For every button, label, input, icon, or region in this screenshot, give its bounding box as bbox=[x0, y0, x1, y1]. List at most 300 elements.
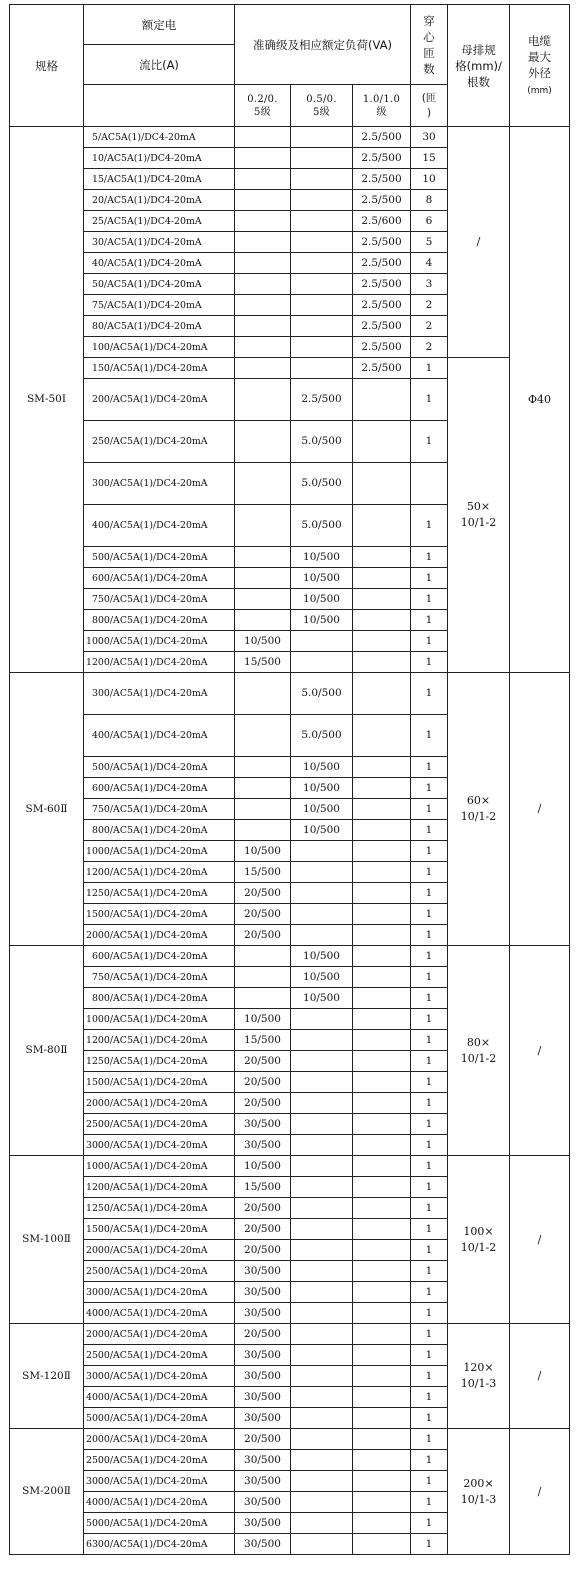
header-cable-line: (mm) bbox=[527, 85, 552, 96]
header-busbar-line: 格(mm)/ bbox=[455, 58, 502, 73]
current-ratio-cell-text: 300/AC5A(1)/DC4-20mA bbox=[92, 478, 208, 489]
turns-cell-text: 1 bbox=[425, 1369, 433, 1382]
current-ratio-cell bbox=[84, 505, 235, 547]
busbar-line: 10/1-2 bbox=[460, 516, 497, 529]
current-ratio-cell bbox=[84, 1093, 235, 1114]
current-ratio-cell bbox=[84, 883, 235, 904]
header-turns-line: 穿 bbox=[423, 13, 435, 28]
current-ratio-cell-text: 1500/AC5A(1)/DC4-20mA bbox=[86, 908, 208, 920]
load-c02-cell-text: 10/500 bbox=[244, 1159, 281, 1172]
current-ratio-cell-text: 2500/AC5A(1)/DC4-20mA bbox=[86, 1118, 208, 1130]
turns-cell-text: 1 bbox=[425, 1348, 433, 1361]
header-class-10 bbox=[353, 85, 411, 127]
load-c10-cell bbox=[353, 1114, 411, 1135]
load-c02-cell bbox=[235, 1135, 291, 1156]
busbar-line: 50× bbox=[466, 500, 491, 513]
turns-cell-text: 5 bbox=[425, 235, 433, 248]
load-c10-cell-text: 2.5/500 bbox=[361, 361, 402, 374]
load-c05-cell-text: 5.0/500 bbox=[301, 519, 342, 531]
current-ratio-cell-text: 3000/AC5A(1)/DC4-20mA bbox=[86, 1475, 208, 1487]
turns-cell bbox=[411, 757, 448, 778]
load-c10-cell bbox=[353, 547, 411, 568]
current-ratio-cell-text: 30/AC5A(1)/DC4-20mA bbox=[92, 236, 202, 248]
load-c02-cell bbox=[235, 1198, 291, 1219]
load-c05-cell bbox=[291, 211, 353, 232]
header-turns-unit-line: ) bbox=[426, 106, 432, 119]
turns-cell bbox=[411, 1030, 448, 1051]
current-ratio-cell-text: 600/AC5A(1)/DC4-20mA bbox=[92, 572, 208, 584]
current-ratio-cell bbox=[84, 925, 235, 946]
header-class-line: 5级 bbox=[313, 106, 330, 118]
turns-cell bbox=[411, 1450, 448, 1471]
current-ratio-cell-text: 40/AC5A(1)/DC4-20mA bbox=[92, 257, 202, 269]
turns-cell bbox=[411, 967, 448, 988]
model-cell bbox=[10, 673, 84, 946]
spec-table bbox=[9, 4, 570, 1555]
turns-cell bbox=[411, 904, 448, 925]
turns-cell-text: 1 bbox=[425, 1180, 433, 1193]
load-c05-cell bbox=[291, 1324, 353, 1345]
load-c02-cell-text: 30/500 bbox=[244, 1537, 281, 1550]
current-ratio-cell bbox=[84, 295, 235, 316]
header-row-1 bbox=[10, 5, 570, 45]
cable-diameter-cell bbox=[510, 946, 570, 1156]
current-ratio-cell-text: 3000/AC5A(1)/DC4-20mA bbox=[86, 1370, 208, 1382]
load-c10-cell-text: 2.5/600 bbox=[361, 214, 402, 227]
turns-cell bbox=[411, 1261, 448, 1282]
load-c02-cell-text: 20/500 bbox=[244, 928, 281, 941]
turns-cell-text: 1 bbox=[425, 729, 433, 741]
current-ratio-cell-text: 750/AC5A(1)/DC4-20mA bbox=[92, 593, 208, 605]
turns-cell bbox=[411, 631, 448, 652]
load-c10-cell bbox=[353, 1303, 411, 1324]
current-ratio-cell bbox=[84, 610, 235, 631]
turns-cell-text: 1 bbox=[425, 1264, 433, 1277]
load-c02-cell-text: 20/500 bbox=[244, 1222, 281, 1235]
load-c10-cell bbox=[353, 1450, 411, 1471]
current-ratio-cell-text: 600/AC5A(1)/DC4-20mA bbox=[92, 950, 208, 962]
load-c02-cell bbox=[235, 589, 291, 610]
busbar-cell bbox=[448, 1156, 510, 1324]
turns-cell-text: 1 bbox=[425, 655, 433, 668]
busbar-line: 10/1-3 bbox=[460, 1492, 497, 1506]
load-c10-cell-text: 2.5/500 bbox=[361, 298, 402, 311]
turns-cell bbox=[411, 589, 448, 610]
load-c02-cell bbox=[235, 1303, 291, 1324]
load-c10-cell bbox=[353, 1324, 411, 1345]
load-c02-cell-text: 30/500 bbox=[244, 1117, 281, 1130]
turns-cell bbox=[411, 274, 448, 295]
current-ratio-cell-text: 75/AC5A(1)/DC4-20mA bbox=[92, 299, 202, 311]
load-c10-cell bbox=[353, 316, 411, 337]
load-c10-cell bbox=[353, 1513, 411, 1534]
turns-cell bbox=[411, 148, 448, 169]
header-rated-current-1 bbox=[84, 5, 235, 45]
current-ratio-cell bbox=[84, 1429, 235, 1450]
header-turns-unit-line: (匝 bbox=[421, 91, 437, 104]
cable-diameter-cell bbox=[510, 673, 570, 946]
load-c05-cell-text: 5.0/500 bbox=[301, 435, 342, 447]
turns-cell bbox=[411, 1240, 448, 1261]
load-c02-cell bbox=[235, 337, 291, 358]
load-c10-cell bbox=[353, 631, 411, 652]
current-ratio-cell bbox=[84, 379, 235, 421]
turns-cell bbox=[411, 1534, 448, 1555]
load-c02-cell bbox=[235, 1156, 291, 1177]
load-c10-cell bbox=[353, 1030, 411, 1051]
current-ratio-cell bbox=[84, 1534, 235, 1555]
load-c05-cell bbox=[291, 1198, 353, 1219]
table-row bbox=[10, 358, 570, 379]
current-ratio-cell bbox=[84, 967, 235, 988]
current-ratio-cell-text: 5000/AC5A(1)/DC4-20mA bbox=[86, 1412, 208, 1424]
load-c10-cell bbox=[353, 1093, 411, 1114]
header-turns-line: 心 bbox=[423, 29, 435, 44]
current-ratio-cell-text: 1000/AC5A(1)/DC4-20mA bbox=[86, 845, 208, 857]
load-c02-cell bbox=[235, 1261, 291, 1282]
current-ratio-cell bbox=[84, 1177, 235, 1198]
load-c05-cell bbox=[291, 862, 353, 883]
current-ratio-cell bbox=[84, 1408, 235, 1429]
load-c10-cell bbox=[353, 1072, 411, 1093]
load-c02-cell bbox=[235, 1240, 291, 1261]
cable-diameter-cell bbox=[510, 1324, 570, 1429]
load-c05-cell bbox=[291, 379, 353, 421]
load-c05-cell bbox=[291, 316, 353, 337]
load-c05-cell bbox=[291, 1093, 353, 1114]
load-c05-cell bbox=[291, 190, 353, 211]
turns-cell-text: 1 bbox=[425, 571, 433, 584]
current-ratio-cell-text: 150/AC5A(1)/DC4-20mA bbox=[92, 362, 208, 374]
load-c02-cell bbox=[235, 421, 291, 463]
load-c02-cell-text: 15/500 bbox=[244, 655, 281, 668]
turns-cell-text: 1 bbox=[425, 1453, 433, 1466]
load-c05-cell bbox=[291, 463, 353, 505]
busbar-line: 80× bbox=[466, 1035, 491, 1049]
load-c02-cell bbox=[235, 1366, 291, 1387]
current-ratio-cell bbox=[84, 862, 235, 883]
load-c10-cell bbox=[353, 1261, 411, 1282]
load-c05-cell bbox=[291, 127, 353, 148]
turns-cell-text: 1 bbox=[425, 928, 433, 941]
current-ratio-cell-text: 800/AC5A(1)/DC4-20mA bbox=[92, 824, 208, 836]
load-c10-cell bbox=[353, 841, 411, 862]
cable-diameter-cell-text: / bbox=[537, 1369, 542, 1382]
current-ratio-cell bbox=[84, 1492, 235, 1513]
turns-cell-text: 6 bbox=[425, 214, 433, 227]
turns-cell-text: 1 bbox=[425, 823, 433, 836]
current-ratio-cell-text: 3000/AC5A(1)/DC4-20mA bbox=[86, 1139, 208, 1151]
load-c10-cell bbox=[353, 358, 411, 379]
load-c10-cell bbox=[353, 862, 411, 883]
current-ratio-cell bbox=[84, 1219, 235, 1240]
busbar-line: 100× bbox=[463, 1224, 494, 1238]
load-c02-cell-text: 30/500 bbox=[244, 1390, 281, 1403]
current-ratio-cell-text: 1200/AC5A(1)/DC4-20mA bbox=[86, 1034, 208, 1046]
turns-cell-text: 1 bbox=[425, 1474, 433, 1487]
load-c05-cell bbox=[291, 295, 353, 316]
header-spec-text: 规格 bbox=[35, 58, 58, 73]
current-ratio-cell-text: 10/AC5A(1)/DC4-20mA bbox=[92, 152, 202, 164]
turns-cell-text: 2 bbox=[425, 298, 433, 311]
current-ratio-cell bbox=[84, 463, 235, 505]
turns-cell bbox=[411, 1156, 448, 1177]
turns-cell bbox=[411, 1135, 448, 1156]
turns-cell bbox=[411, 1345, 448, 1366]
busbar-cell bbox=[448, 127, 510, 358]
current-ratio-cell-text: 750/AC5A(1)/DC4-20mA bbox=[92, 803, 208, 815]
load-c02-cell-text: 20/500 bbox=[244, 907, 281, 920]
current-ratio-cell-text: 2000/AC5A(1)/DC4-20mA bbox=[86, 929, 208, 941]
load-c02-cell-text: 15/500 bbox=[244, 865, 281, 878]
turns-cell bbox=[411, 190, 448, 211]
load-c10-cell-text: 2.5/500 bbox=[361, 319, 402, 332]
load-c02-cell bbox=[235, 1324, 291, 1345]
load-c10-cell bbox=[353, 967, 411, 988]
load-c05-cell bbox=[291, 1492, 353, 1513]
current-ratio-cell-text: 800/AC5A(1)/DC4-20mA bbox=[92, 992, 208, 1004]
load-c05-cell bbox=[291, 1030, 353, 1051]
header-cable-line: 最大 bbox=[528, 49, 552, 64]
turns-cell-text: 2 bbox=[425, 340, 433, 353]
current-ratio-cell-text: 4000/AC5A(1)/DC4-20mA bbox=[86, 1307, 208, 1319]
load-c05-cell-text: 10/500 bbox=[303, 550, 340, 563]
load-c02-cell bbox=[235, 1114, 291, 1135]
busbar-cell-text: / bbox=[476, 235, 481, 248]
current-ratio-cell-text: 500/AC5A(1)/DC4-20mA bbox=[92, 551, 208, 563]
current-ratio-cell bbox=[84, 1114, 235, 1135]
load-c05-cell-text: 5.0/500 bbox=[301, 687, 342, 699]
busbar-line: 60× bbox=[466, 794, 491, 807]
current-ratio-cell bbox=[84, 316, 235, 337]
model-cell bbox=[10, 946, 84, 1156]
turns-cell bbox=[411, 988, 448, 1009]
load-c10-cell bbox=[353, 379, 411, 421]
load-c10-cell bbox=[353, 1366, 411, 1387]
current-ratio-cell bbox=[84, 820, 235, 841]
current-ratio-cell bbox=[84, 211, 235, 232]
current-ratio-cell-text: 25/AC5A(1)/DC4-20mA bbox=[92, 215, 202, 227]
load-c02-cell bbox=[235, 1387, 291, 1408]
table-row bbox=[10, 1429, 570, 1450]
load-c10-cell-text: 2.5/500 bbox=[361, 277, 402, 290]
turns-cell bbox=[411, 946, 448, 967]
load-c02-cell-text: 30/500 bbox=[244, 1264, 281, 1277]
current-ratio-cell-text: 2000/AC5A(1)/DC4-20mA bbox=[86, 1433, 208, 1445]
load-c05-cell-text: 10/500 bbox=[303, 802, 340, 815]
turns-cell-text: 1 bbox=[425, 1243, 433, 1256]
turns-cell-text: 1 bbox=[425, 435, 433, 447]
turns-cell-text: 1 bbox=[425, 1285, 433, 1298]
table-row bbox=[10, 673, 570, 715]
turns-cell-text: 1 bbox=[425, 550, 433, 563]
load-c02-cell bbox=[235, 148, 291, 169]
current-ratio-cell-text: 800/AC5A(1)/DC4-20mA bbox=[92, 614, 208, 626]
current-ratio-cell bbox=[84, 631, 235, 652]
turns-cell bbox=[411, 295, 448, 316]
load-c02-cell bbox=[235, 1408, 291, 1429]
current-ratio-cell bbox=[84, 841, 235, 862]
header-spec bbox=[10, 5, 84, 127]
load-c05-cell bbox=[291, 757, 353, 778]
load-c02-cell-text: 20/500 bbox=[244, 1096, 281, 1109]
header-cable-line: 外径 bbox=[528, 65, 552, 80]
load-c05-cell bbox=[291, 1240, 353, 1261]
load-c02-cell bbox=[235, 1072, 291, 1093]
turns-cell bbox=[411, 820, 448, 841]
load-c02-cell bbox=[235, 169, 291, 190]
load-c05-cell bbox=[291, 1072, 353, 1093]
load-c02-cell bbox=[235, 631, 291, 652]
load-c02-cell bbox=[235, 253, 291, 274]
load-c05-cell bbox=[291, 232, 353, 253]
turns-cell bbox=[411, 1114, 448, 1135]
current-ratio-cell bbox=[84, 652, 235, 673]
load-c10-cell-text: 2.5/500 bbox=[361, 235, 402, 248]
turns-cell-text: 1 bbox=[425, 1516, 433, 1529]
turns-cell-text: 2 bbox=[425, 319, 433, 332]
turns-cell-text: 1 bbox=[425, 991, 433, 1004]
turns-cell bbox=[411, 358, 448, 379]
load-c10-cell bbox=[353, 1240, 411, 1261]
load-c02-cell bbox=[235, 463, 291, 505]
header-accuracy-load-text: 准确级及相应额定负荷(VA) bbox=[253, 37, 392, 52]
load-c05-cell bbox=[291, 253, 353, 274]
turns-cell-text: 1 bbox=[425, 844, 433, 857]
load-c10-cell bbox=[353, 1345, 411, 1366]
current-ratio-cell bbox=[84, 778, 235, 799]
current-ratio-cell-text: 4000/AC5A(1)/DC4-20mA bbox=[86, 1391, 208, 1403]
current-ratio-cell-text: 2500/AC5A(1)/DC4-20mA bbox=[86, 1265, 208, 1277]
current-ratio-cell bbox=[84, 715, 235, 757]
header-accuracy-load bbox=[235, 5, 411, 85]
cable-diameter-cell-text: / bbox=[537, 1043, 542, 1057]
load-c02-cell bbox=[235, 904, 291, 925]
turns-cell-text: 1 bbox=[425, 1201, 433, 1214]
load-c05-cell-text: 10/500 bbox=[303, 970, 340, 983]
load-c02-cell-text: 30/500 bbox=[244, 1306, 281, 1319]
turns-cell-text: 8 bbox=[425, 193, 433, 206]
turns-cell bbox=[411, 652, 448, 673]
current-ratio-cell bbox=[84, 904, 235, 925]
load-c02-cell-text: 30/500 bbox=[244, 1369, 281, 1382]
turns-cell-text: 1 bbox=[425, 1432, 433, 1445]
load-c02-cell bbox=[235, 715, 291, 757]
load-c02-cell bbox=[235, 820, 291, 841]
load-c02-cell bbox=[235, 568, 291, 589]
current-ratio-cell-text: 200/AC5A(1)/DC4-20mA bbox=[92, 394, 208, 405]
load-c05-cell bbox=[291, 1051, 353, 1072]
turns-cell bbox=[411, 841, 448, 862]
load-c05-cell bbox=[291, 778, 353, 799]
turns-cell-text: 1 bbox=[425, 519, 433, 531]
turns-cell-text: 1 bbox=[425, 760, 433, 773]
load-c02-cell bbox=[235, 316, 291, 337]
turns-cell bbox=[411, 316, 448, 337]
load-c02-cell bbox=[235, 1030, 291, 1051]
model-cell-text: SM-60Ⅱ bbox=[25, 802, 68, 815]
header-turns-line: 数 bbox=[423, 61, 435, 76]
current-ratio-cell-text: 1000/AC5A(1)/DC4-20mA bbox=[86, 635, 208, 647]
model-cell-text: SM-200Ⅱ bbox=[22, 1485, 71, 1497]
load-c02-cell bbox=[235, 547, 291, 568]
current-ratio-cell-text: 1250/AC5A(1)/DC4-20mA bbox=[86, 1055, 208, 1067]
turns-cell bbox=[411, 673, 448, 715]
load-c10-cell bbox=[353, 505, 411, 547]
cable-diameter-cell-text: / bbox=[537, 1232, 542, 1246]
current-ratio-cell bbox=[84, 673, 235, 715]
turns-cell-text: 15 bbox=[422, 151, 436, 164]
busbar-line: 200× bbox=[463, 1476, 494, 1490]
load-c10-cell bbox=[353, 799, 411, 820]
model-cell-text: SM-120Ⅱ bbox=[22, 1369, 71, 1382]
load-c05-cell-text: 10/500 bbox=[303, 760, 340, 773]
load-c05-cell-text: 10/500 bbox=[303, 571, 340, 584]
load-c05-cell bbox=[291, 1135, 353, 1156]
load-c10-cell-text: 2.5/500 bbox=[361, 193, 402, 206]
turns-cell bbox=[411, 1303, 448, 1324]
turns-cell-text: 1 bbox=[425, 1117, 433, 1130]
current-ratio-cell bbox=[84, 1387, 235, 1408]
load-c02-cell-text: 30/500 bbox=[244, 1348, 281, 1361]
load-c10-cell bbox=[353, 1471, 411, 1492]
turns-cell bbox=[411, 1429, 448, 1450]
turns-cell bbox=[411, 1177, 448, 1198]
load-c05-cell bbox=[291, 547, 353, 568]
load-c10-cell bbox=[353, 715, 411, 757]
current-ratio-cell bbox=[84, 1156, 235, 1177]
load-c10-cell bbox=[353, 568, 411, 589]
load-c10-cell bbox=[353, 1177, 411, 1198]
current-ratio-cell-text: 2000/AC5A(1)/DC4-20mA bbox=[86, 1328, 208, 1340]
current-ratio-cell-text: 1200/AC5A(1)/DC4-20mA bbox=[86, 866, 208, 878]
header-rated-current-line-1: 额定电 bbox=[141, 17, 177, 32]
turns-cell bbox=[411, 169, 448, 190]
current-ratio-cell bbox=[84, 274, 235, 295]
turns-cell bbox=[411, 211, 448, 232]
current-ratio-cell-text: 2500/AC5A(1)/DC4-20mA bbox=[86, 1454, 208, 1466]
load-c10-cell bbox=[353, 295, 411, 316]
load-c02-cell-text: 20/500 bbox=[244, 1075, 281, 1088]
load-c02-cell bbox=[235, 778, 291, 799]
turns-cell-text: 1 bbox=[425, 970, 433, 983]
current-ratio-cell bbox=[84, 757, 235, 778]
current-ratio-cell-text: 1200/AC5A(1)/DC4-20mA bbox=[86, 1181, 208, 1193]
load-c02-cell bbox=[235, 1345, 291, 1366]
load-c02-cell-text: 30/500 bbox=[244, 1411, 281, 1424]
header-class-line: 0.5/0. bbox=[306, 93, 337, 105]
header-turns bbox=[411, 5, 448, 85]
turns-cell-text: 1 bbox=[425, 1054, 433, 1067]
turns-cell-text: 1 bbox=[425, 1537, 433, 1550]
turns-cell-text: 1 bbox=[425, 613, 433, 626]
load-c05-cell bbox=[291, 1366, 353, 1387]
header-class-line: 0.2/0. bbox=[247, 93, 278, 105]
current-ratio-cell-text: 20/AC5A(1)/DC4-20mA bbox=[92, 194, 202, 206]
table-row bbox=[10, 946, 570, 967]
load-c05-cell bbox=[291, 820, 353, 841]
load-c05-cell bbox=[291, 1387, 353, 1408]
load-c10-cell bbox=[353, 925, 411, 946]
current-ratio-cell-text: 2000/AC5A(1)/DC4-20mA bbox=[86, 1097, 208, 1109]
current-ratio-cell-text: 5000/AC5A(1)/DC4-20mA bbox=[86, 1517, 208, 1529]
turns-cell bbox=[411, 505, 448, 547]
load-c05-cell-text: 5.0/500 bbox=[301, 477, 342, 489]
load-c05-cell bbox=[291, 358, 353, 379]
load-c02-cell bbox=[235, 295, 291, 316]
load-c10-cell bbox=[353, 757, 411, 778]
current-ratio-cell-text: 80/AC5A(1)/DC4-20mA bbox=[92, 320, 202, 332]
